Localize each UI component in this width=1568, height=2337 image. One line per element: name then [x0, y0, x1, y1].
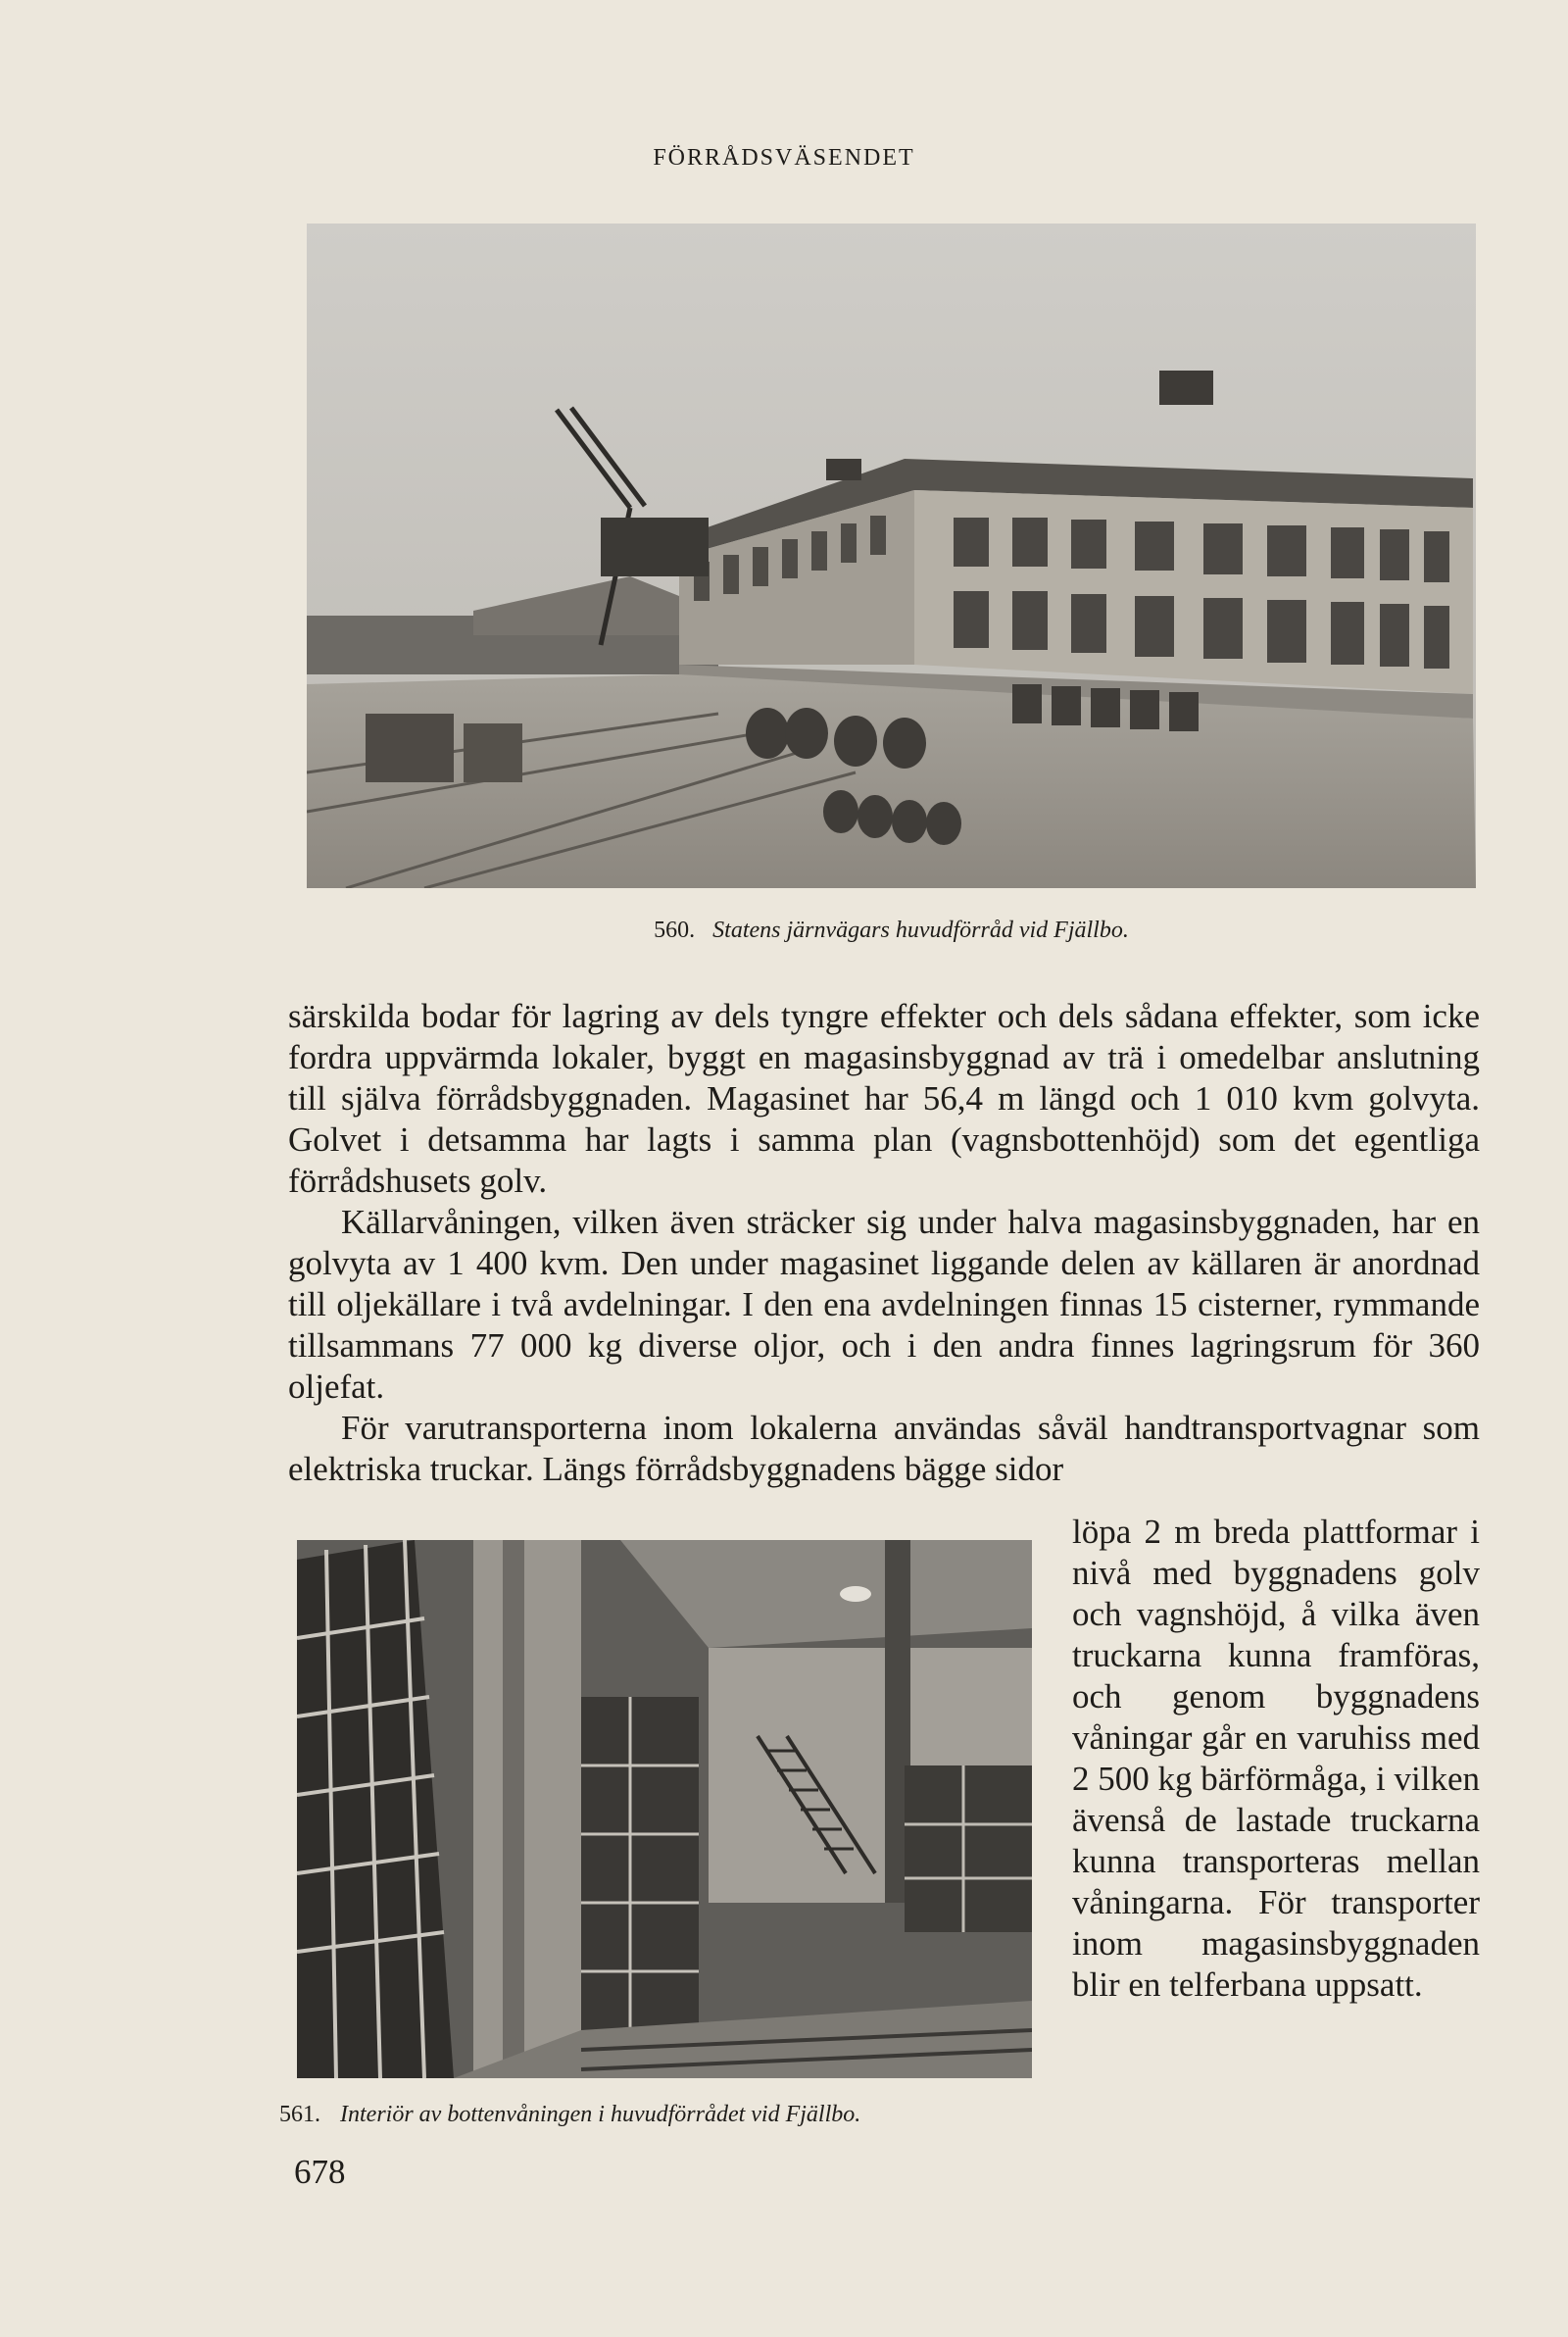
page-number: 678: [294, 2153, 346, 2191]
figure-561-caption: [279, 2102, 1063, 2128]
figure-560-number: 560.: [654, 918, 696, 943]
side-column-text: [1072, 1512, 1480, 2006]
figure-561-photo: [297, 1540, 1032, 2078]
side-column-paragraph: löpa 2 m breda plattformar i nivå med byggnadens golv och vagnshöjd, å vilka även truckarna kunna framföras, och genom byggnadens våningar går en varuhiss med 2 500 kg bärförmåga, i vilken ävenså de lastade truckarna kunna transporteras mellan våningarna. För transporter inom magasinsbyggnaden blir en telferbana uppsatt.: [1072, 1513, 1481, 2004]
figure-560-photo: [307, 224, 1476, 888]
figure-561-caption-text: Interiör av bottenvåningen i huvudförrådet vid Fjällbo.: [340, 2102, 861, 2127]
paragraph-1: särskilda bodar för lagring av dels tyngre effekter och dels sådana effekter, som icke fordra uppvärmda lokaler, byggt en magasinsbyggnad av trä i omedelbar anslutning till själva förrådsbyggnaden. Magasinet har 56,4 m längd och 1 010 kvm golvyta. Golvet i detsamma har lagts i samma plan (vagnsbottenhöjd) som det egentliga förrådshusets golv.: [288, 997, 1480, 1200]
running-head: FÖRRÅDSVÄSENDET: [653, 145, 915, 171]
body-text: [288, 996, 1480, 1490]
figure-561-number: 561.: [279, 2102, 320, 2127]
figure-560-caption: [307, 918, 1476, 944]
paragraph-3: För varutransporterna inom lokalerna användas såväl handtransportvagnar som elektriska truckar. Längs förrådsbyggnadens bägge sidor: [288, 1409, 1480, 1488]
figure-560-caption-text: Statens järnvägars huvudförråd vid Fjällbo.: [712, 918, 1129, 943]
paragraph-2: Källarvåningen, vilken även sträcker sig under halva magasinsbyggnaden, har en golvyta av 1 400 kvm. Den under magasinet liggande delen av källaren är anordnad till oljekällare i två avdelningar. I den ena avdelningen finnas 15 cisterner, rymmande tillsammans 77 000 kg diverse oljor, och i den andra finnes lagringsrum för 360 oljefat.: [288, 1203, 1480, 1406]
